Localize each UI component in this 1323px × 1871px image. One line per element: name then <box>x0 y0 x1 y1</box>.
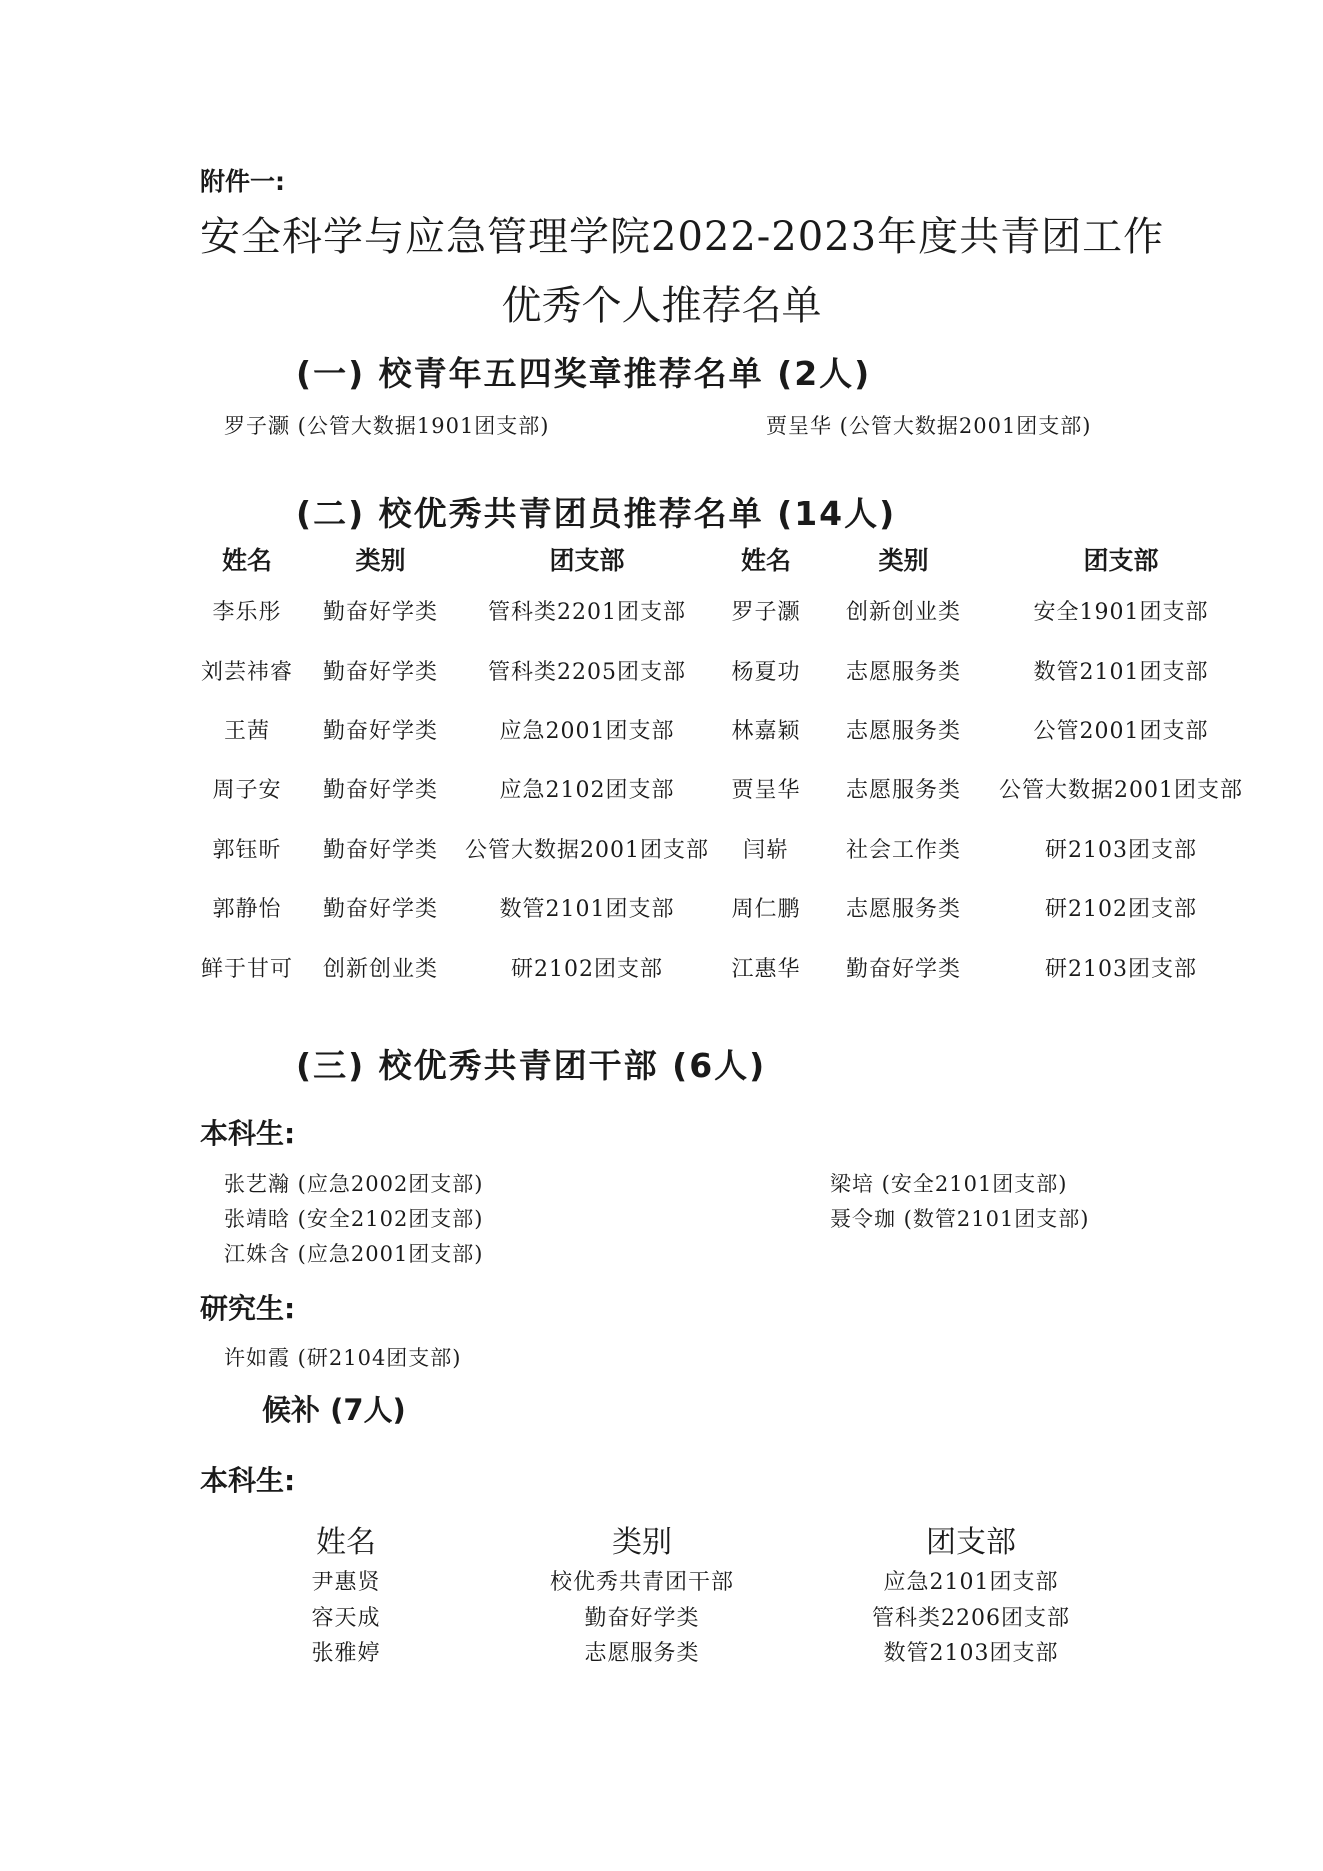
table-cell: 研2102团支部 <box>511 956 663 982</box>
table-cell: 贾呈华 <box>731 778 801 804</box>
table-cell: 周子安 <box>212 778 282 804</box>
table-cell: 勤奋好学类 <box>322 778 438 804</box>
column-header: 团支部 <box>1083 545 1159 575</box>
table-row <box>196 640 1256 699</box>
cadre-entry: 江姝含 (应急2001团支部) <box>224 1242 484 1266</box>
cadre-entry: 许如霞 (研2104团支部) <box>224 1346 462 1370</box>
column-header: 团支部 <box>549 545 625 575</box>
undergrad-label: 本科生: <box>200 1117 296 1150</box>
alternates-undergrad-label: 本科生: <box>200 1464 296 1497</box>
table-cell: 研2102团支部 <box>1045 897 1197 923</box>
table-row <box>196 581 1256 640</box>
table-cell: 社会工作类 <box>845 837 961 863</box>
section1-heading: (一) 校青年五四奖章推荐名单 (2人) <box>296 354 872 393</box>
attachment-label: 附件一: <box>200 167 285 196</box>
table-cell: 勤奋好学类 <box>584 1605 700 1631</box>
table-cell: 郭静怡 <box>212 897 282 923</box>
cadre-entry: 张靖晗 (安全2102团支部) <box>224 1207 484 1231</box>
table-cell: 数管2101团支部 <box>1033 659 1209 685</box>
table-cell: 刘芸祎睿 <box>200 659 293 685</box>
table-cell: 杨夏功 <box>731 659 801 685</box>
table-cell: 容天成 <box>311 1605 381 1631</box>
table-row <box>196 759 1256 818</box>
table-cell: 郭钰昕 <box>212 837 282 863</box>
table-row <box>196 937 1256 996</box>
table-cell: 安全1901团支部 <box>1033 600 1209 626</box>
column-header: 姓名 <box>316 1525 376 1560</box>
cadre-entry: 梁培 (安全2101团支部) <box>830 1172 1068 1196</box>
table-cell: 王茜 <box>223 718 270 744</box>
table-header-row <box>196 536 1256 581</box>
table-cell: 应急2001团支部 <box>499 718 675 744</box>
column-header: 类别 <box>878 545 929 575</box>
table-cell: 创新创业类 <box>845 600 961 626</box>
page-title: 安全科学与应急管理学院2022-2023年度共青团工作 <box>200 214 1165 260</box>
table-cell: 校优秀共青团干部 <box>549 1570 734 1596</box>
table-cell: 志愿服务类 <box>845 718 961 744</box>
table-cell: 公管2001团支部 <box>1033 718 1209 744</box>
table-cell: 李乐彤 <box>212 600 282 626</box>
table-cell: 管科类2205团支部 <box>488 659 686 685</box>
table-cell: 勤奋好学类 <box>322 659 438 685</box>
table-row <box>196 819 1256 878</box>
table-cell: 志愿服务类 <box>845 897 961 923</box>
column-header: 类别 <box>612 1525 672 1560</box>
table-cell: 周仁鹏 <box>731 897 801 923</box>
alternates-heading: 候补 (7人) <box>262 1393 406 1427</box>
table-cell: 应急2102团支部 <box>499 778 675 804</box>
table-cell: 研2103团支部 <box>1045 956 1197 982</box>
table-header-row <box>215 1515 1135 1563</box>
alternates-table <box>215 1515 1135 1670</box>
members-table <box>196 536 1256 997</box>
table-cell: 志愿服务类 <box>845 778 961 804</box>
section1-entry: 罗子灏 (公管大数据1901团支部) <box>224 414 550 438</box>
table-cell: 应急2101团支部 <box>883 1570 1059 1596</box>
cadre-entry: 张艺瀚 (应急2002团支部) <box>224 1172 484 1196</box>
column-header: 团支部 <box>926 1525 1016 1560</box>
column-header: 姓名 <box>740 545 791 575</box>
table-row <box>196 878 1256 937</box>
table-cell: 数管2103团支部 <box>883 1641 1059 1667</box>
table-cell: 管科类2201团支部 <box>488 600 686 626</box>
table-row <box>215 1634 1135 1670</box>
section3-heading: (三) 校优秀共青团干部 (6人) <box>296 1046 767 1085</box>
table-cell: 公管大数据2001团支部 <box>999 778 1243 804</box>
table-row <box>196 700 1256 759</box>
table-row <box>215 1599 1135 1635</box>
column-header: 姓名 <box>221 545 272 575</box>
table-cell: 鲜于甘可 <box>200 956 293 982</box>
table-cell: 志愿服务类 <box>845 659 961 685</box>
table-cell: 张雅婷 <box>311 1641 381 1667</box>
table-row <box>215 1563 1135 1599</box>
table-cell: 志愿服务类 <box>584 1641 700 1667</box>
table-cell: 罗子灏 <box>731 600 801 626</box>
page-subtitle: 优秀个人推荐名单 <box>501 283 822 329</box>
table-cell: 勤奋好学类 <box>322 837 438 863</box>
table-cell: 研2103团支部 <box>1045 837 1197 863</box>
table-cell: 创新创业类 <box>322 956 438 982</box>
table-cell: 尹惠贤 <box>311 1570 381 1596</box>
table-cell: 勤奋好学类 <box>322 718 438 744</box>
table-cell: 江惠华 <box>731 956 801 982</box>
table-cell: 勤奋好学类 <box>845 956 961 982</box>
cadre-entry: 聂令珈 (数管2101团支部) <box>830 1207 1090 1231</box>
table-cell: 勤奋好学类 <box>322 600 438 626</box>
column-header: 类别 <box>355 545 406 575</box>
table-cell: 数管2101团支部 <box>499 897 675 923</box>
table-cell: 闫崭 <box>742 837 789 863</box>
table-cell: 公管大数据2001团支部 <box>465 837 709 863</box>
section2-heading: (二) 校优秀共青团员推荐名单 (14人) <box>296 494 897 533</box>
table-cell: 林嘉颖 <box>731 718 801 744</box>
table-cell: 勤奋好学类 <box>322 897 438 923</box>
section1-entry: 贾呈华 (公管大数据2001团支部) <box>766 414 1092 438</box>
grad-label: 研究生: <box>200 1292 296 1325</box>
table-cell: 管科类2206团支部 <box>872 1605 1070 1631</box>
